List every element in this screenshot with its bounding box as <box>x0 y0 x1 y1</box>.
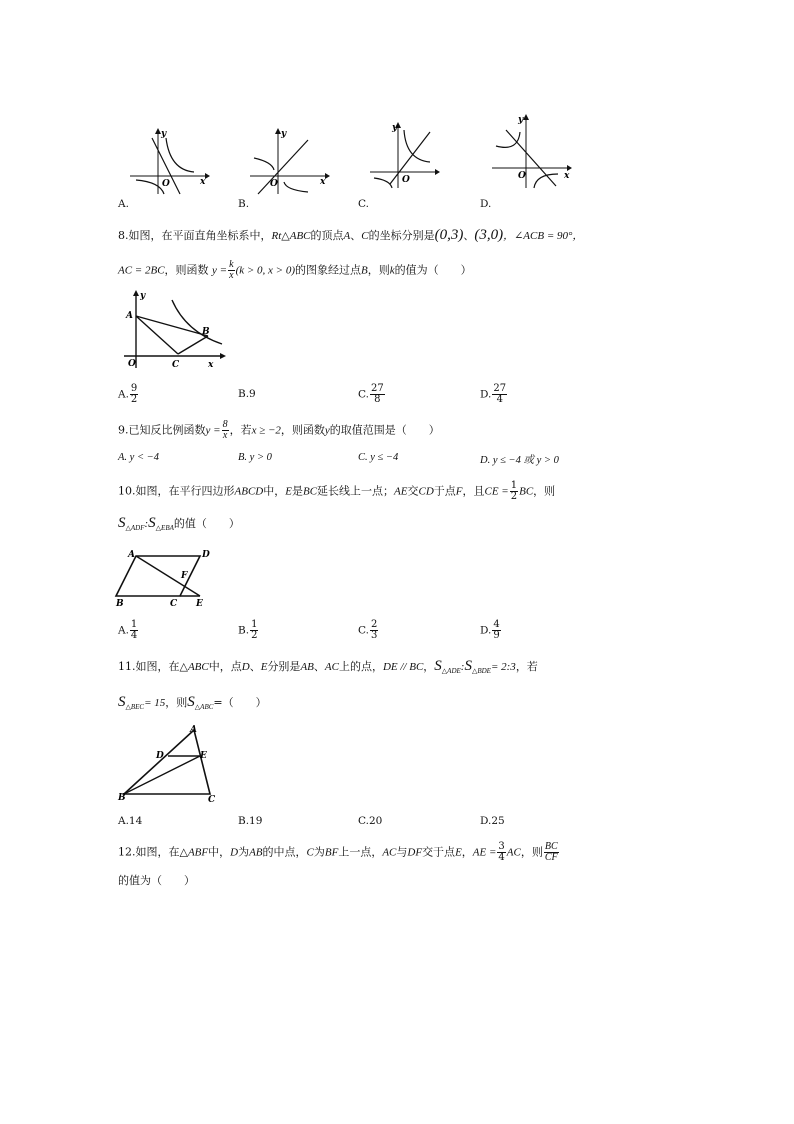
q12-line-1: 12.如图，在△ABF中，D为AB的中点，C为BF上一点，AC与DF交于点E，AE = $\frac{3}{4}$ AC，则 $\frac{BC}{CF}$ <box>118 841 558 863</box>
svg-text:C: C <box>172 360 180 370</box>
svg-text:A: A <box>190 725 197 735</box>
q9-option-a: A. y < −4 <box>118 452 159 463</box>
q11-option-c: C.20 <box>358 815 383 827</box>
q10-option-c: C. $\frac{2}{3}$ <box>358 619 378 641</box>
svg-text:C: C <box>170 599 178 609</box>
svg-text:E: E <box>196 599 203 609</box>
svg-text:O: O <box>270 179 278 189</box>
svg-text:x: x <box>320 177 326 187</box>
svg-text:C: C <box>208 795 216 805</box>
q12-line-2: 的值为（ ） <box>118 874 195 887</box>
svg-text:O: O <box>518 171 526 181</box>
q7-option-d: D. <box>480 198 492 210</box>
q8-option-a: A. $\frac{9}{2}$ <box>118 383 138 405</box>
svg-text:y: y <box>392 123 398 133</box>
svg-text:A: A <box>128 550 135 560</box>
q7-graph-b <box>250 128 330 198</box>
svg-text:x: x <box>200 177 206 187</box>
q8-option-d: D. $\frac{27}{4}$ <box>480 383 507 405</box>
q11-line-1: 11.如图，在△ABC中，点D、E分别是AB、AC上的点，DE // BC，$S_{\triangle ADE}:S_{\triangle BDE}=$ 2:3，若 <box>118 658 538 676</box>
q11-line-2: $S_{\triangle BEC}= 15$，则$S_{\triangle ABC}=$（ ） <box>118 694 267 712</box>
svg-text:x: x <box>564 171 570 181</box>
q7-option-b: B. <box>238 198 250 210</box>
q11-option-a: A.14 <box>118 815 143 827</box>
q9-stem: 9.已知反比例函数y = $\frac{8}{x}$ ，若x ≥ −2，则函数y的取值范围是（ ） <box>118 419 440 441</box>
svg-text:y: y <box>161 129 167 139</box>
q11-figure <box>116 724 226 804</box>
q10-option-a: A. $\frac{1}{4}$ <box>118 619 138 641</box>
svg-text:x: x <box>208 360 214 370</box>
svg-text:D: D <box>202 550 210 560</box>
q11-option-d: D.25 <box>480 815 505 827</box>
q7-graph-d <box>492 112 572 188</box>
svg-text:O: O <box>402 175 410 185</box>
svg-text:y: y <box>518 115 524 125</box>
q8-line-2: AC = 2BC，则函数 y = $\frac{k}{x}$ (k > 0, x > 0)的图象经过点B，则k的值为（ ） <box>118 259 472 281</box>
q10-figure <box>114 548 214 609</box>
q9-option-c: C. y ≤ −4 <box>358 452 399 463</box>
q7-option-c: C. <box>358 198 369 210</box>
origin-label: O <box>162 179 170 189</box>
q8-option-b: B.9 <box>238 388 256 400</box>
svg-text:E: E <box>200 751 207 761</box>
q10-line-1: 10.如图，在平行四边形ABCD中，E是BC延长线上一点；AE交CD于点F，且CE = $\frac{1}{2}$ BC，则 <box>118 480 556 502</box>
svg-text:B: B <box>202 327 210 337</box>
q8-line-1: 8.如图，在平面直角坐标系中，Rt△ABC的顶点A、C的坐标分别是(0,3)、(3,0)，∠ACB = 90°， <box>118 227 584 243</box>
q7-graph-c <box>370 122 440 192</box>
q8-figure <box>122 288 232 370</box>
q7-graph-a <box>130 128 210 198</box>
svg-text:O: O <box>128 359 136 369</box>
q7-option-a: A. <box>118 198 129 210</box>
svg-text:B: B <box>116 599 124 609</box>
q10-option-d: D. $\frac{4}{9}$ <box>480 619 500 641</box>
svg-text:F: F <box>181 571 188 581</box>
q9-option-d: D. y ≤ −4 或 y > 0 <box>480 455 559 466</box>
q11-option-b: B.19 <box>238 815 263 827</box>
svg-text:B: B <box>118 793 126 803</box>
q9-option-b: B. y > 0 <box>238 452 272 463</box>
svg-text:A: A <box>126 311 133 321</box>
q10-line-2: $S_{\triangle ADF}:S_{\triangle EBA}$的值（ ） <box>118 515 240 533</box>
q8-option-c: C. $\frac{27}{8}$ <box>358 383 384 405</box>
q10-option-b: B. $\frac{1}{2}$ <box>238 619 258 641</box>
svg-text:y: y <box>140 291 146 301</box>
svg-text:D: D <box>156 751 164 761</box>
svg-text:y: y <box>281 129 287 139</box>
